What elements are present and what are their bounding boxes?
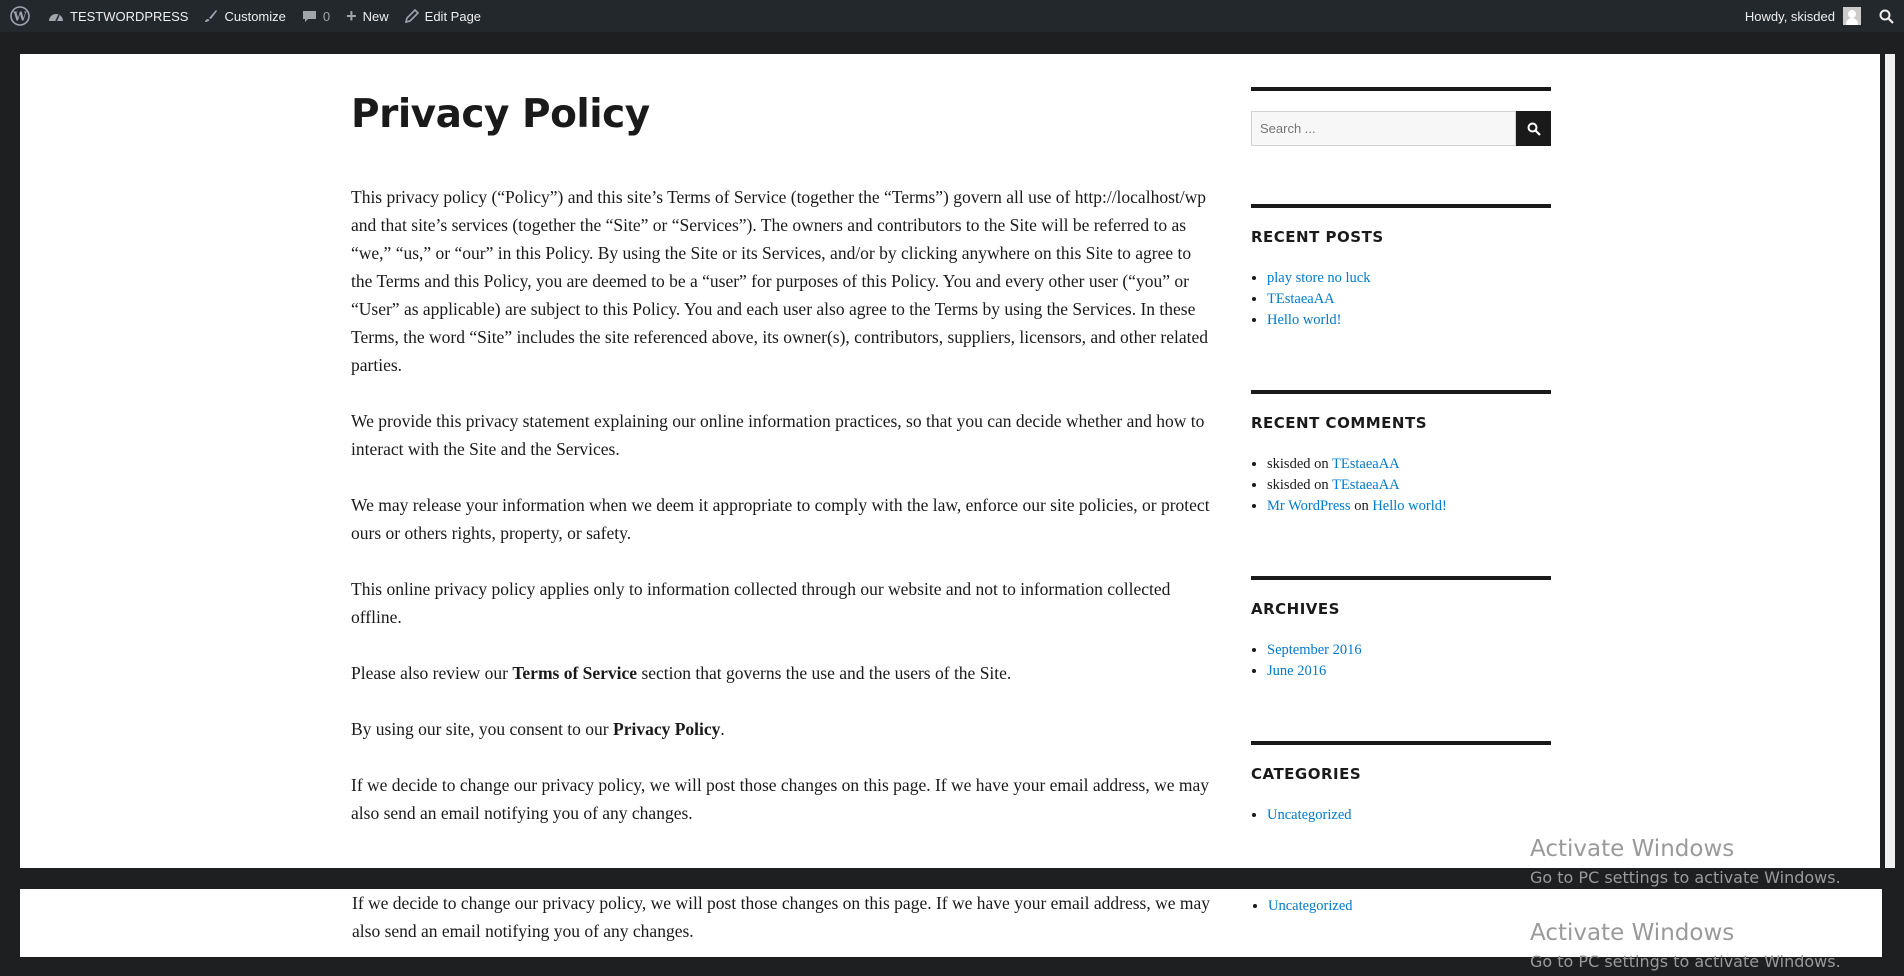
customize-label: Customize (224, 8, 286, 24)
categories-list (1251, 805, 1551, 826)
recent-comments-widget (1251, 390, 1551, 517)
comment-post-link[interactable]: TEstaeaAA (1332, 456, 1400, 472)
list-item (1267, 475, 1551, 496)
archives-list (1251, 640, 1551, 682)
policy-paragraph-7-duplicate: If we decide to change our privacy policy, we will post those changes on this page. If we have your email address, we may also send an email notifying you of any changes. (352, 893, 1211, 941)
comment-bubble-icon (302, 9, 317, 24)
list-item (1267, 640, 1551, 661)
page-title: Privacy Policy (351, 92, 650, 137)
p5-text-after: section that governs the use and the users of the Site. (637, 663, 1012, 683)
comment-post-link[interactable]: Hello world! (1372, 498, 1447, 514)
p6-text-before: By using our site, you consent to our (351, 719, 613, 739)
watermark-subtitle: Go to PC settings to activate Windows. (1530, 868, 1841, 887)
comment-on-text: on (1310, 477, 1332, 493)
site-name-link[interactable] (40, 0, 196, 32)
site-name-label: TESTWORDPRESS (70, 8, 189, 24)
admin-bar (0, 0, 1904, 32)
wordpress-logo-button[interactable] (0, 0, 40, 32)
search-icon (1879, 9, 1894, 24)
page-content-panel (20, 54, 1880, 887)
list-item (1267, 310, 1551, 331)
watermark-title: Activate Windows (1530, 920, 1735, 946)
entry-content (351, 183, 1211, 827)
comment-author: skisded (1267, 456, 1311, 472)
duplicate-page-strip (20, 889, 1882, 971)
archive-link[interactable]: September 2016 (1267, 642, 1362, 658)
policy-paragraph-4: This online privacy policy applies only to information collected through our website and not to information collected offline. (351, 579, 1171, 627)
plus-icon: + (346, 5, 357, 26)
comment-on-text: on (1310, 456, 1332, 472)
duplicate-main (352, 889, 1212, 945)
recent-comments-list (1251, 454, 1551, 517)
list-item (1267, 805, 1551, 826)
category-link[interactable]: Uncategorized (1268, 898, 1353, 914)
policy-paragraph-1: This privacy policy (“Policy”) and this site’s Terms of Service (together the “Terms”) govern all use of http://localhost/wp and that site’s services (together the “Site” or “Services”). The owners and contributors to the Site will be referred to as “we,” “us,” or “our” in this Policy. By using the Site or its Services, and/or by clicking anywhere on this Site to agree to the Terms and this Policy, you are deemed to be a “user” for purposes of this Policy. You and every other user (“you” or “User” as applicable) are subject to this Policy. You and each user also agree to the Terms by using the Services. In these Terms, the word “Site” includes the site referenced above, its owner(s), contributors, suppliers, licensors, and other related parties. (351, 187, 1208, 375)
admin-search-button[interactable] (1869, 0, 1904, 32)
search-widget (1251, 87, 1551, 146)
activate-windows-watermark (1530, 836, 1841, 887)
policy-paragraph-6 (351, 715, 1211, 743)
p5-text-before: Please also review our (351, 663, 513, 683)
archives-widget (1251, 576, 1551, 682)
watermark-title: Activate Windows (1530, 836, 1735, 862)
policy-paragraph-7: If we decide to change our privacy policy, we will post those changes on this page. If we have your email address, we may also send an email notifying you of any changes. (351, 775, 1210, 823)
paintbrush-icon (204, 9, 218, 23)
categories-widget (1251, 741, 1551, 826)
list-item (1267, 661, 1551, 682)
recent-post-link[interactable]: TEstaeaAA (1267, 291, 1335, 307)
list-item (1267, 454, 1551, 475)
my-account-link[interactable] (1737, 0, 1869, 32)
watermark-subtitle: Go to PC settings to activate Windows. (1530, 952, 1841, 971)
policy-paragraph-2: We provide this privacy statement explaining our online information practices, so that you can decide whether and how to interact with the Site and the Services. (351, 411, 1205, 459)
dashboard-gauge-icon (48, 9, 64, 23)
activate-windows-watermark-duplicate (1530, 920, 1841, 971)
pencil-icon (405, 9, 419, 23)
p6-text-after: . (720, 719, 725, 739)
edit-page-link[interactable] (397, 0, 489, 32)
search-icon (1527, 122, 1541, 136)
svg-text:W: W (13, 9, 27, 24)
customize-link[interactable] (196, 0, 293, 32)
list-item (1268, 896, 1353, 917)
comment-on-text: on (1350, 498, 1373, 514)
wordpress-icon (10, 6, 30, 26)
comment-author: skisded (1267, 477, 1311, 493)
search-form (1251, 111, 1551, 146)
recent-comments-title: RECENT COMMENTS (1251, 414, 1428, 432)
list-item (1267, 496, 1551, 517)
recent-posts-widget (1251, 204, 1551, 331)
comments-link[interactable] (294, 0, 338, 32)
archive-link[interactable]: June 2016 (1267, 663, 1327, 679)
recent-post-link[interactable]: Hello world! (1267, 312, 1342, 328)
policy-paragraph-3: We may release your information when we deem it appropriate to comply with the law, enforce our site policies, or protect ours or others rights, property, or safety. (351, 495, 1210, 543)
search-submit-button[interactable] (1516, 111, 1551, 146)
main-content (351, 54, 1211, 855)
policy-paragraph-5 (351, 659, 1211, 687)
category-link[interactable]: Uncategorized (1267, 807, 1352, 823)
recent-post-link[interactable]: play store no luck (1267, 270, 1371, 286)
categories-title: CATEGORIES (1251, 765, 1362, 783)
comment-post-link[interactable]: TEstaeaAA (1332, 477, 1400, 493)
privacy-policy-bold: Privacy Policy (613, 719, 721, 739)
list-item (1267, 289, 1551, 310)
edit-page-label: Edit Page (424, 8, 482, 24)
avatar (1843, 7, 1861, 25)
new-label: New (362, 8, 389, 24)
archives-title: ARCHIVES (1251, 600, 1340, 618)
comment-author-link[interactable]: Mr WordPress (1267, 498, 1351, 514)
list-item (1267, 268, 1551, 289)
comments-count: 0 (322, 8, 331, 24)
new-content-link[interactable] (338, 0, 397, 32)
howdy-label: Howdy, skisded (1744, 8, 1835, 24)
scrollbar[interactable] (1885, 54, 1895, 868)
categories-list-duplicate (1252, 896, 1353, 917)
recent-posts-title: RECENT POSTS (1251, 228, 1384, 246)
search-input[interactable] (1251, 111, 1516, 146)
recent-posts-list (1251, 268, 1551, 331)
terms-of-service-bold: Terms of Service (512, 663, 638, 683)
